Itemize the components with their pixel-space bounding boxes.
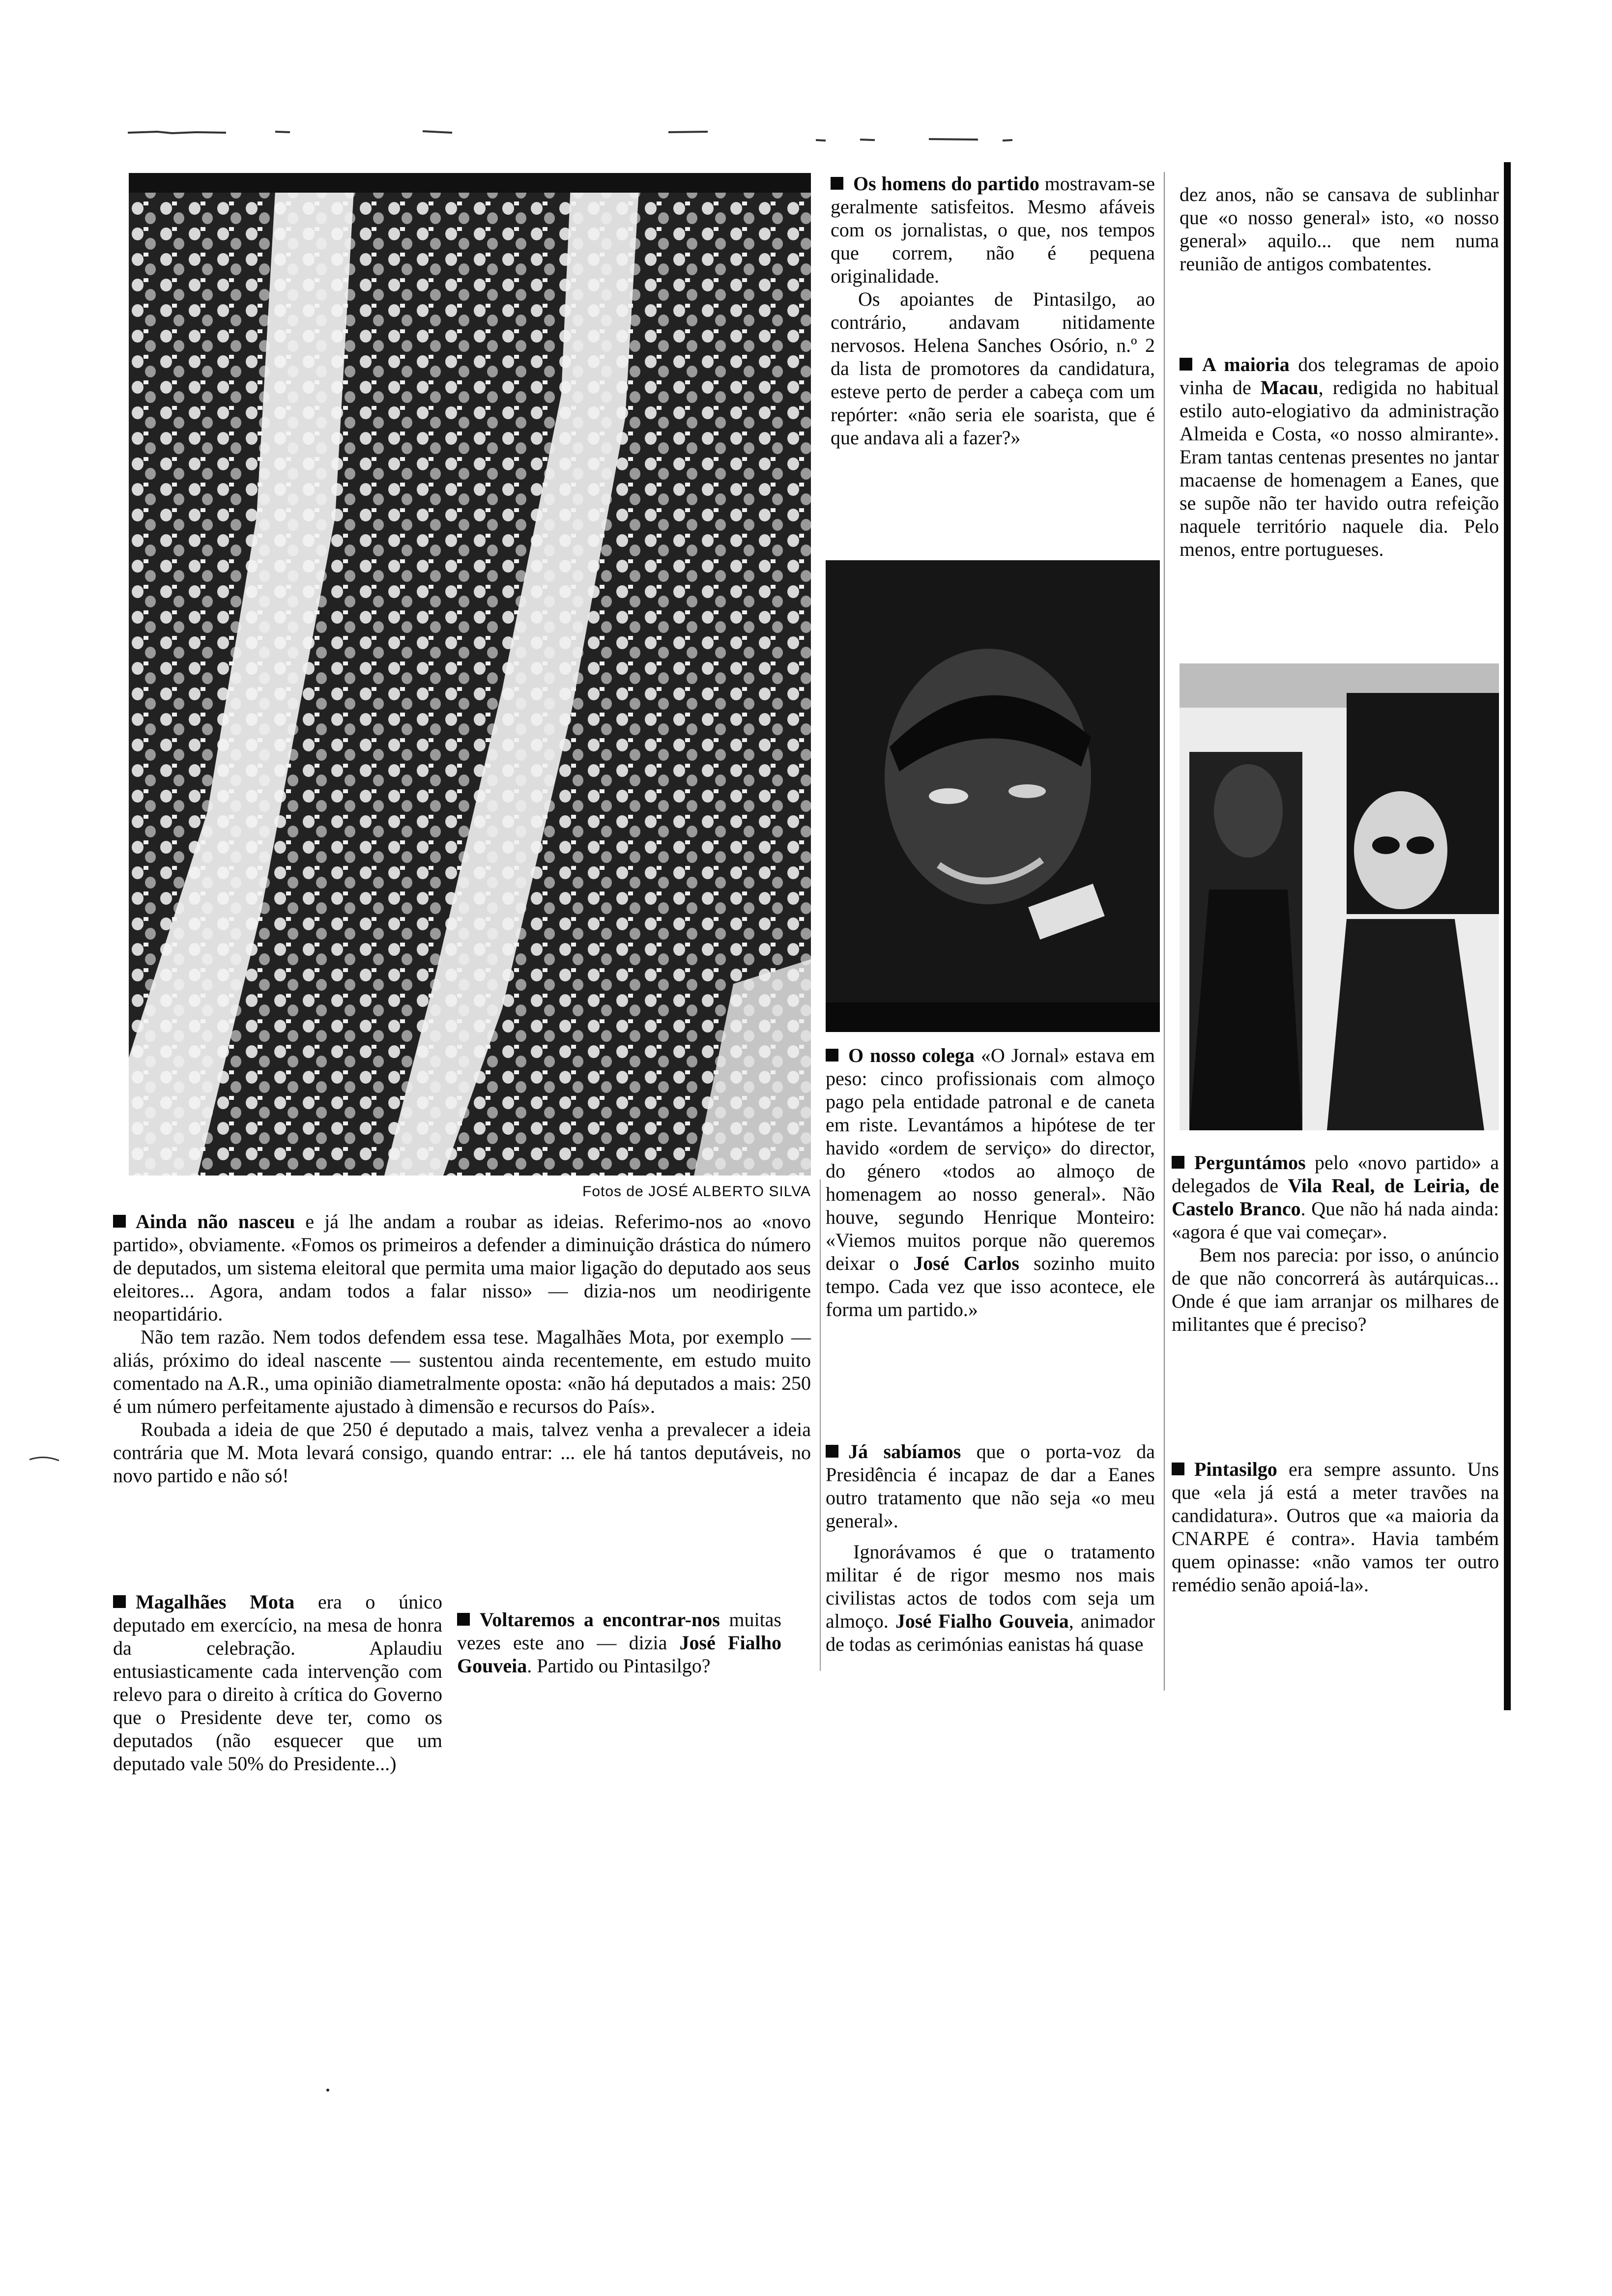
article-perguntamos-p1: pelo «novo partido» a delegados de bbox=[1172, 1151, 1499, 1197]
bullet-icon bbox=[826, 1049, 838, 1062]
article-ainda-lead: Ainda não nasceu bbox=[136, 1210, 295, 1233]
article-ainda bbox=[113, 1210, 811, 1487]
article-perguntamos-lead: Perguntámos bbox=[1194, 1151, 1306, 1174]
article-magalhaes-p1: era o único deputado em exercício, na mesa de honra da celebração. Aplaudiu entusiasticamente cada intervenção com relevo para o direito à crítica do Governo que o Presidente deve ter, como os deputados (não esquecer que um deputado vale 50% do Presidente...) bbox=[113, 1591, 442, 1775]
bullet-icon bbox=[1180, 358, 1192, 371]
article-pintasilgo bbox=[1172, 1458, 1499, 1596]
column-rule-right bbox=[1504, 162, 1511, 1710]
bullet-icon bbox=[113, 1215, 126, 1228]
article-nosso-colega-p1: «O Jornal» estava em peso: cinco profissionais com almoço pago pela entidade patronal e de caneta em riste. Levantámos a hipótese de ter havido «ordem de serviço» do director, do género «todos ao almoço de homenagem ao nosso general». Não houve, segundo Henrique Monteiro: «Viemos muitos porque não queremos deixar o bbox=[826, 1044, 1155, 1274]
article-homens bbox=[831, 172, 1155, 449]
article-nosso-colega-lead: O nosso colega bbox=[848, 1044, 975, 1066]
article-homens-p2: Os apoiantes de Pintasilgo, ao contrário, andavam nitidamente nervosos. Helena Sanches Osório, n.º 2 da lista de promotores da candidatura, esteve perto de perder a cabeça com um repórter: «não seria ele soarista, que é que andava ali a fazer?» bbox=[831, 288, 1155, 449]
article-magalhaes bbox=[113, 1590, 442, 1775]
bullet-icon bbox=[113, 1595, 126, 1608]
article-maioria-p1: dos telegramas de apoio vinha de bbox=[1180, 353, 1499, 399]
article-voltaremos bbox=[457, 1608, 781, 1677]
article-perguntamos-name: Vila Real, de Leiria, de Castelo Branco bbox=[1172, 1175, 1499, 1220]
scan-dot-bottom bbox=[326, 2089, 329, 2092]
article-perguntamos-p3: Bem nos parecia: por isso, o anúncio de que não concorrerá às autárquicas... Onde é que iam arranjar os milhares de militantes que é preciso? bbox=[1172, 1244, 1499, 1335]
bullet-icon bbox=[826, 1445, 838, 1458]
scan-mark-top bbox=[128, 129, 708, 136]
scan-mark-top-right bbox=[816, 138, 1071, 143]
crowd-photo bbox=[129, 173, 811, 1176]
portrait-photo-man bbox=[826, 560, 1160, 1032]
article-voltaremos-lead: Voltaremos a encontrar-nos bbox=[480, 1608, 720, 1631]
article-perguntamos-p2: . Que não há nada ainda: «agora é que vai começar». bbox=[1172, 1198, 1499, 1243]
article-magalhaes-lead: Magalhães Mota bbox=[136, 1591, 295, 1613]
article-ja-sabiamos-p1: que o porta-voz da Presidência é incapaz de dar a Eanes outro tratamento que não seja «o meu general». bbox=[826, 1440, 1155, 1532]
article-ja-sabiamos-p2: Ignorávamos é que o tratamento militar é de rigor mesmo nos mais civilistas actos de todos com seja um almoço. bbox=[826, 1541, 1155, 1632]
article-ja-sabiamos-lead: Já sabíamos bbox=[848, 1440, 961, 1463]
article-homens-p1: mostravam-se geralmente satisfeitos. Mesmo afáveis com os jornalistas, o que, nos tempos que correm, não é pequena originalidade. bbox=[831, 172, 1155, 287]
portrait-photo-two-men bbox=[1180, 663, 1499, 1130]
bullet-icon bbox=[1172, 1156, 1184, 1169]
article-ainda-p1: e já lhe andam a roubar as ideias. Referimo-nos ao «novo partido», obviamente. «Fomos os primeiros a defender a diminuição drástica do número de deputados, um sistema eleitoral que permita uma maior ligação do deputado aos seus eleitores... Agora, andam todos a falar nisso» — dizia-nos um neodirigente neopartidário. bbox=[113, 1210, 811, 1325]
article-ja-sabiamos-p3: , animador de todas as cerimónias eanistas há quase bbox=[826, 1610, 1155, 1655]
article-ja-sabiamos-name: José Fialho Gouveia bbox=[895, 1610, 1069, 1632]
article-perguntamos bbox=[1172, 1151, 1499, 1336]
article-voltaremos-p2: . Partido ou Pintasilgo? bbox=[527, 1655, 711, 1677]
article-voltaremos-name: José Fialho Gouveia bbox=[457, 1632, 781, 1677]
article-ainda-p2: Não tem razão. Nem todos defendem essa tese. Magalhães Mota, por exemplo — aliás, próximo do ideal nascente — sustentou ainda recentemente, em estudo muito comentado na A.R., uma opinião diametralmente oposta: «não há deputados a mais: 250 é um número perfeitamente ajustado à dimensão e recursos do País». bbox=[113, 1326, 811, 1417]
article-nosso-colega-p2: sozinho muito tempo. Cada vez que isso acontece, ele forma um partido.» bbox=[826, 1252, 1155, 1320]
article-voltaremos-p1: muitas vezes este ano — dizia bbox=[457, 1608, 781, 1654]
scan-mark-left bbox=[29, 1455, 59, 1464]
article-maioria-name: Macau bbox=[1260, 376, 1319, 399]
article-maioria bbox=[1180, 353, 1499, 561]
article-ja-sabiamos bbox=[826, 1440, 1155, 1656]
article-nosso-colega bbox=[826, 1044, 1155, 1321]
article-dez-anos bbox=[1180, 183, 1499, 275]
bullet-icon bbox=[831, 177, 843, 190]
article-homens-lead: Os homens do partido bbox=[853, 172, 1039, 195]
article-maioria-lead: A maioria bbox=[1202, 353, 1290, 375]
article-pintasilgo-p1: era sempre assunto. Uns que «ela já está a meter travões na candidatura». Outros que «a maioria da CNARPE é contra». Havia também quem opinasse: «não vamos ter outro remédio senão apoiá-la». bbox=[1172, 1458, 1499, 1596]
column-divider-3 bbox=[1164, 172, 1165, 1691]
article-pintasilgo-lead: Pintasilgo bbox=[1194, 1458, 1277, 1480]
article-maioria-p2: , redigida no habitual estilo auto-elogiativo da administração Almeida e Costa, «o nosso almirante». Eram tantas centenas presentes no jantar macaense de homenagem a Eanes, que se supõe não ter havido outra refeição naquele território naquele dia. Pelo menos, entre portugueses. bbox=[1180, 376, 1499, 560]
article-ainda-p3: Roubada a ideia de que 250 é deputado a mais, talvez venha a prevalecer a ideia contrária que M. Mota levará consigo, quando entrar: ... ele há tantos deputáveis, no novo partido e não só! bbox=[113, 1418, 811, 1487]
photo-credit: Fotos de JOSÉ ALBERTO SILVA bbox=[582, 1183, 811, 1200]
article-dez-anos-p1: dez anos, não se cansava de sublinhar que «o nosso general» isto, «o nosso general» aquilo... que nem numa reunião de antigos combatentes. bbox=[1180, 183, 1499, 275]
article-nosso-colega-name: José Carlos bbox=[913, 1252, 1019, 1274]
bullet-icon bbox=[457, 1613, 470, 1626]
column-divider-2 bbox=[820, 1179, 821, 1671]
bullet-icon bbox=[1172, 1463, 1184, 1475]
